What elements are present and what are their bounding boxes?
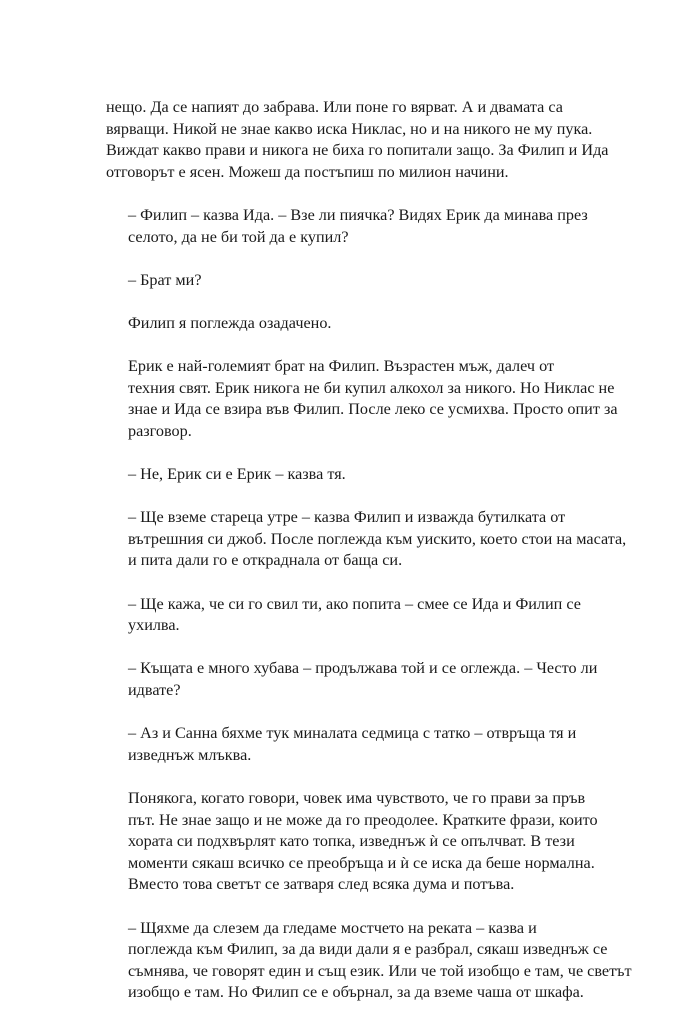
text-line: път. Не знае защо и не може да го преодолее. Кратките фрази, които <box>128 810 598 829</box>
text-line: Понякога, когато говори, човек има чувството, че го прави за пръв <box>128 789 586 807</box>
paragraph <box>106 464 606 486</box>
text-line: моменти сякаш всичко се преобръща и ѝ се иска да беше нормална. <box>128 853 595 872</box>
text-line: знае и Ида се взира във Филип. После леко се усмихва. Просто опит за <box>128 400 618 419</box>
paragraph <box>106 658 606 701</box>
paragraph <box>106 723 606 766</box>
text-line: изведнъж млъква. <box>128 745 252 764</box>
paragraph <box>106 507 627 572</box>
text-line: – Щяхме да слезем да гледаме мостчето на реката – казва и <box>128 918 537 937</box>
text-line: – Къщата е много хубава – продължава той и се оглежда. – Често ли <box>128 659 598 678</box>
text-line: Вместо това светът се затваря след всяка дума и потъва. <box>128 875 515 894</box>
text-line: вътрешния си джоб. После поглежда към уискито, което стои на масата, <box>128 529 627 548</box>
text-line: Ерик е най-големият брат на Филип. Възрастен мъж, далеч от <box>128 357 555 376</box>
paragraph <box>106 97 609 183</box>
text-line: изобщо е там. Но Филип се е обърнал, за да вземе чаша от шкафа. <box>128 983 584 1002</box>
text-line: поглежда към Филип, за да види дали я е разбрал, сякаш изведнъж се <box>128 940 608 959</box>
paragraph <box>106 205 606 248</box>
text-line: – Не, Ерик си е Ерик – казва тя. <box>128 465 346 484</box>
text-line: Филип я поглежда озадачено. <box>128 313 332 332</box>
body-text <box>106 97 632 1026</box>
text-line: съмнява, че говорят един и същ език. Или че той изобщо е там, че светът <box>128 961 632 980</box>
text-line: – Брат ми? <box>128 270 202 289</box>
text-line: – Ще кажа, че си го свил ти, ако попита – смее се Ида и Филип се <box>128 594 581 613</box>
text-line: – Ще вземе стареца утре – казва Филип и изважда бутилката от <box>128 508 566 527</box>
text-line: ухилва. <box>128 616 180 635</box>
paragraph <box>106 270 606 292</box>
text-line: и пита дали го е откраднала от баща си. <box>128 551 403 570</box>
paragraph <box>106 918 632 1004</box>
paragraph <box>106 788 606 896</box>
text-line: нещо. Да се напият до забрава. Или поне го вярват. А и двамата са <box>106 98 563 116</box>
text-line: хората си подхвърлят като топка, изведнъж ѝ се опълчват. В тези <box>128 832 575 851</box>
text-line: техния свят. Ерик никога не би купил алкохол за никого. Но Никлас не <box>128 378 615 397</box>
paragraph <box>106 313 606 335</box>
text-line: – Аз и Санна бяхме тук миналата седмица с татко – отвръща тя и <box>128 724 577 743</box>
text-line: разговор. <box>128 421 192 440</box>
paragraph <box>106 356 618 442</box>
text-line: вярващи. Никой не знае какво иска Никлас, но и на никого не му пука. <box>106 119 593 138</box>
text-line: отговорът е ясен. Можеш да постъпиш по милион начини. <box>106 162 509 181</box>
text-line: селото, да не би той да е купил? <box>128 227 349 246</box>
text-line: – Филип – казва Ида. – Взе ли пиячка? Видях Ерик да минава през <box>128 205 588 224</box>
text-line: идвате? <box>128 681 181 700</box>
paragraph <box>106 594 606 637</box>
text-line: Виждат какво прави и никога не биха го попитали защо. За Филип и Ида <box>106 141 609 160</box>
